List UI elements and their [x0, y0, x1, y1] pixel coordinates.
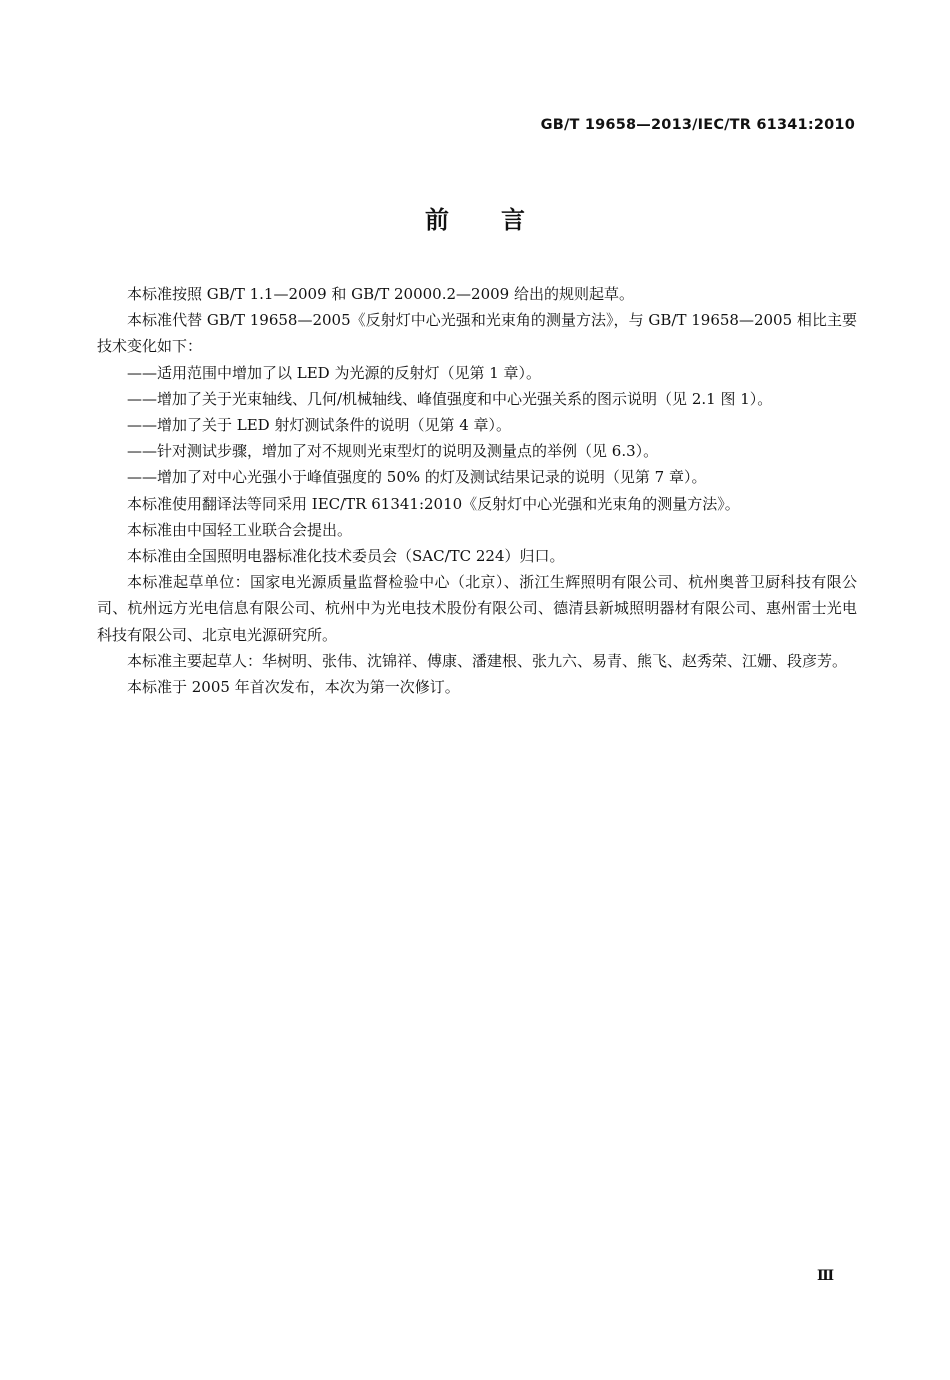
change-item-1: ——适用范围中增加了以 LED 为光源的反射灯（见第 1 章）。 [127, 363, 542, 382]
paragraph-drafters: 本标准主要起草人：华树明、张伟、沈锦祥、傅康、潘建根、张九六、易青、熊飞、赵秀荣、江姗、段彦芳。 [127, 651, 848, 670]
paragraph-jurisdiction: 本标准由全国照明电器标准化技术委员会（SAC/TC 224）归口。 [127, 547, 565, 566]
change-item-3: ——增加了关于 LED 射灯测试条件的说明（见第 4 章）。 [127, 416, 512, 435]
paragraph-proposer: 本标准由中国轻工业联合会提出。 [127, 520, 353, 539]
paragraph-replacement: 本标准代替 GB/T 19658—2005《反射灯中心光强和光束角的测量方法》，与 GB/T 19658—2005 相比主要技术变化如下： [97, 311, 857, 356]
change-item-4: ——针对测试步骤，增加了对不规则光束型灯的说明及测量点的举例（见 6.3）。 [127, 442, 659, 461]
page-number: Ⅲ [816, 1268, 834, 1284]
paragraph-history: 本标准于 2005 年首次发布，本次为第一次修订。 [127, 678, 460, 697]
change-item-5: ——增加了对中心光强小于峰值强度的 50% 的灯及测试结果记录的说明（见第 7 章）。 [127, 468, 707, 487]
foreword-body [97, 281, 857, 700]
page-title: 前言 [425, 206, 577, 234]
paragraph-adoption: 本标准使用翻译法等同采用 IEC/TR 61341:2010《反射灯中心光强和光束角的测量方法》。 [127, 494, 740, 513]
standard-code-header: GB/T 19658—2013/IEC/TR 61341:2010 [540, 117, 855, 133]
paragraph-drafting-units: 本标准起草单位：国家电光源质量监督检验中心（北京）、浙江生辉照明有限公司、杭州奥普卫厨科技有限公司、杭州远方光电信息有限公司、杭州中为光电技术股份有限公司、德清县新城照明器材有限公司、惠州雷士光电科技有限公司、北京电光源研究所。 [97, 573, 857, 644]
paragraph-drafting-rules: 本标准按照 GB/T 1.1—2009 和 GB/T 20000.2—2009 给出的规则起草。 [127, 285, 634, 303]
change-item-2: ——增加了关于光束轴线、几何/机械轴线、峰值强度和中心光强关系的图示说明（见 2.1 图 1）。 [127, 389, 773, 408]
